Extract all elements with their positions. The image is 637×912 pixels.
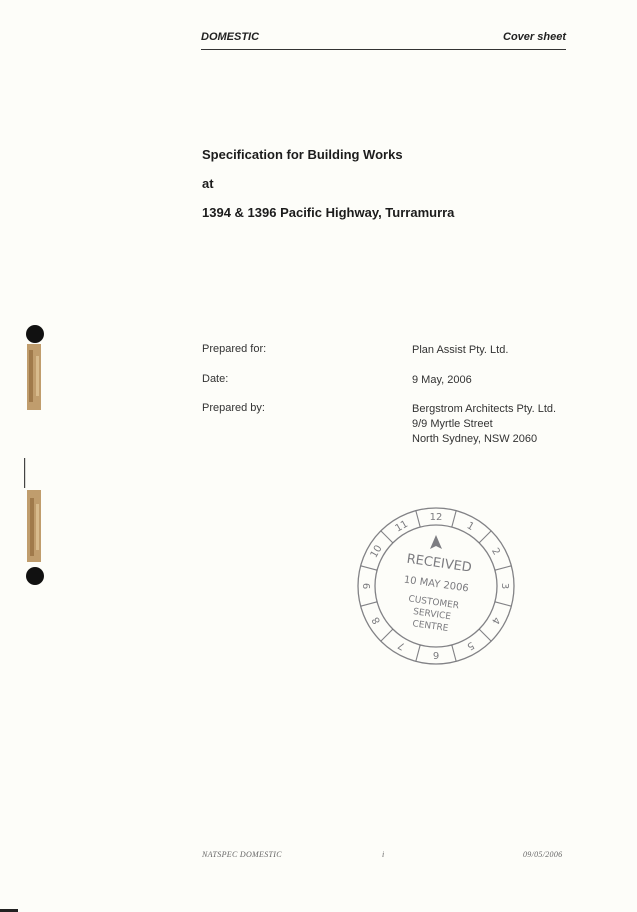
stamp-line-3: CENTRE: [411, 619, 449, 635]
stamp-clock-number: 3: [499, 582, 510, 590]
stamp-clock-number: 1: [464, 520, 476, 534]
prepared-for-label: Prepared for:: [202, 343, 267, 355]
date-label: Date:: [202, 373, 229, 385]
binding-tape-marks: [18, 318, 58, 598]
stamp-clock-number: 7: [396, 638, 408, 652]
stamp-clock-number: 11: [393, 518, 411, 535]
stamp-logo-icon: [430, 535, 442, 549]
stamp-clock-tick: [361, 566, 377, 570]
stamp-clock-tick: [381, 531, 393, 543]
prepared-by-label: Prepared by:: [202, 402, 265, 414]
stamp-clock-number: 10: [368, 543, 385, 561]
stamp-clock-tick: [452, 511, 456, 527]
stamp-clock-tick: [381, 629, 393, 641]
stamp-clock-tick: [361, 602, 377, 606]
footer-publisher: NATSPEC DOMESTIC: [202, 850, 282, 859]
stamp-clock-tick: [495, 566, 511, 570]
stamp-clock-tick: [479, 629, 491, 641]
stamp-clock-tick: [416, 511, 420, 527]
document-title: [202, 147, 454, 234]
page-header: [201, 31, 566, 50]
stamp-clock-number: 8: [370, 614, 384, 626]
stamp-clock-number: 2: [488, 546, 502, 558]
stamp-received-text: RECEIVED: [405, 551, 473, 576]
received-stamp: [355, 505, 517, 667]
prepared-by-value: [412, 402, 556, 447]
date-value: 9 May, 2006: [412, 374, 472, 386]
prepared-for-value: Plan Assist Pty. Ltd.: [412, 344, 509, 356]
header-section-label: DOMESTIC: [201, 31, 260, 43]
title-line-2: at: [202, 176, 214, 191]
stamp-clock-tick: [416, 645, 420, 661]
stamp-clock-tick: [452, 645, 456, 661]
title-line-1: Specification for Building Works: [202, 147, 403, 162]
stamp-clock-number: 9: [362, 582, 373, 590]
stamp-line-1: CUSTOMER: [407, 594, 460, 612]
stamp-line-2: SERVICE: [412, 607, 452, 623]
title-line-3: 1394 & 1396 Pacific Highway, Turramurra: [202, 205, 455, 220]
footer-page-number: i: [382, 850, 385, 859]
stamp-clock-number: 12: [429, 512, 443, 523]
stamp-clock-tick: [479, 531, 491, 543]
stamp-clock-number: 6: [432, 649, 440, 660]
stamp-clock-tick: [495, 602, 511, 606]
stamp-clock-number: 4: [488, 614, 502, 626]
stamp-date-text: 10 MAY 2006: [403, 574, 470, 595]
prepared-by-line-2: 9/9 Myrtle Street: [412, 418, 493, 430]
prepared-by-line-3: North Sydney, NSW 2060: [412, 433, 538, 445]
prepared-by-line-1: Bergstrom Architects Pty. Ltd.: [412, 403, 557, 415]
header-page-type: Cover sheet: [503, 31, 566, 43]
footer-date: 09/05/2006: [523, 850, 563, 859]
stamp-clock-number: 5: [464, 638, 476, 652]
